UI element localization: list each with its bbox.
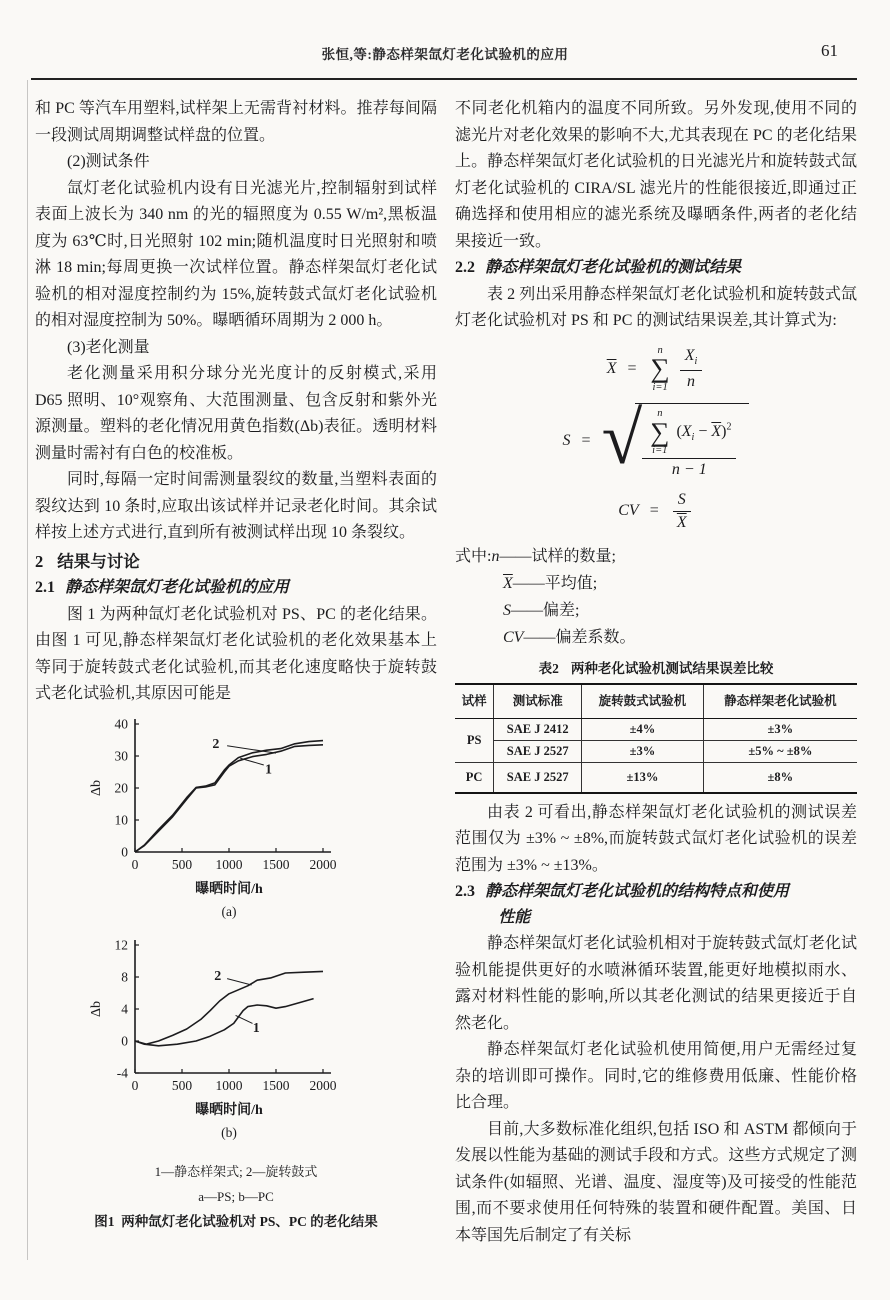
svg-text:1500: 1500	[262, 856, 290, 872]
paragraph: 氙灯老化试验机内设有日光滤光片,控制辐射到试样表面上波长为 340 nm 的光的辐照度为 0.55 W/m²,黑板温度为 63℃时,日光照射 102 min;随机温度时日光照射和喷淋 18 min;每周更换一次试样位置。静态样架氙灯老化试验机的相对湿度控制约为 15%,旋转鼓式氙灯老化试验机的相对湿度控制为 50%。曝晒循环周期为 2 000 h。	[35, 179, 437, 329]
svg-text:8: 8	[121, 969, 128, 985]
paragraph: 表 2 列出采用静态样架氙灯老化试验机和旋转鼓式氙灯老化试验机对 PS 和 PC 的测试结果误差,其计算式为:	[455, 285, 857, 329]
symbol-definitions	[455, 543, 857, 651]
cell-standard: SAE J 2412	[494, 718, 582, 740]
sum-symbol: n ∑ i=1	[650, 344, 670, 393]
paragraph: 图 1 为两种氙灯老化试验机对 PS、PC 的老化结果。由图 1 可见,静态样架氙灯老化试验机的老化效果基本上等同于旋转鼓式老化试验机,而其老化速度略快于旋转鼓式老化试验机,其原因可能是	[35, 605, 437, 702]
paragraph: 和 PC 等汽车用塑料,试样架上无需背衬材料。推荐每间隔一段测试周期调整试样盘的位置。	[35, 100, 437, 144]
radical: √ n ∑ i=1 $(X_i - \overline{X})^2$ n − 1	[602, 403, 750, 480]
cell-static: ±5% ~ ±8%	[703, 740, 857, 762]
cell-standard: SAE J 2527	[494, 762, 582, 793]
line-chart-a	[85, 714, 437, 936]
paragraph: 静态样架氙灯老化试验机相对于旋转鼓式氙灯老化试验机能提供更好的水喷淋循环装置,能更好地模拟雨水、露对材料性能的影响,所以其老化测试的结果更接近于自然老化。	[455, 935, 857, 1032]
table-row	[455, 718, 857, 740]
svg-text:(a): (a)	[221, 903, 237, 919]
svg-text:1: 1	[264, 761, 272, 777]
formula-stddev: S = √ n ∑ i=1 $(X_i - \overline{X})^2$ n − 1	[455, 403, 857, 480]
svg-text:1500: 1500	[262, 1078, 290, 1093]
svg-text:Δb: Δb	[89, 779, 104, 796]
cell-rotary: ±4%	[582, 718, 704, 740]
cell-sample: PC	[455, 762, 494, 793]
section-heading-2: 2 结果与讨论	[35, 551, 140, 571]
svg-text:40: 40	[114, 716, 128, 731]
paragraph: 静态样架氙灯老化试验机使用简便,用户无需经过复杂的培训即可操作。同时,它的维修费用低廉、性能价格比合理。	[455, 1041, 857, 1112]
cell-rotary: ±3%	[582, 740, 704, 762]
svg-text:30: 30	[114, 748, 128, 763]
page-header	[0, 0, 890, 72]
svg-text:曝晒时间/h: 曝晒时间/h	[195, 881, 263, 897]
formula-mean: $\overline{X}$ = n ∑ i=1 $\frac{X_i}{n}$	[455, 345, 857, 394]
svg-text:Δb: Δb	[89, 1000, 104, 1018]
where-definition-row: S——偏差;	[503, 601, 580, 619]
svg-text:20: 20	[114, 780, 128, 795]
col-header-sample: 试样	[455, 684, 494, 719]
col-header-static: 静态样架老化试验机	[703, 684, 857, 719]
paragraph: 目前,大多数标准化组织,包括 ISO 和 ASTM 都倾向于发展以性能为基础的测试手段和方式。这些方式规定了测试条件(如辐照、光谱、温度、湿度等)及可接受的性能范围,而不要求使用任何特殊的装置和硬件配置。美国、日本等国先后制定了有关标	[455, 1120, 857, 1244]
sum-symbol: n ∑ i=1	[650, 408, 670, 457]
svg-text:0: 0	[121, 844, 128, 859]
right-column	[455, 96, 857, 1249]
svg-text:(b): (b)	[221, 1125, 237, 1140]
svg-text:500: 500	[171, 1078, 193, 1093]
col-header-rotary: 旋转鼓式试验机	[582, 684, 704, 719]
figure-1	[35, 714, 437, 1233]
svg-text:1: 1	[252, 1021, 260, 1037]
cell-standard: SAE J 2527	[494, 740, 582, 762]
svg-text:10: 10	[114, 812, 128, 827]
table-row	[455, 740, 857, 762]
formula-cv: CV = $\frac{S}{X}$	[455, 490, 857, 533]
section-heading-2-1: 2.1 静态样架氙灯老化试验机的应用	[35, 579, 290, 596]
paragraph: 同时,每隔一定时间需测量裂纹的数量,当塑料表面的裂纹达到 10 条时,应取出该试样并记录老化时间。其余试样按上述方式进行,直到所有被测试样出现 10 条裂纹。	[35, 471, 437, 541]
svg-text:曝晒时间/h: 曝晒时间/h	[195, 1103, 263, 1118]
svg-text:2: 2	[214, 969, 222, 985]
where-definition-row: CV——偏差系数。	[503, 628, 636, 646]
svg-text:0: 0	[131, 856, 139, 872]
section-heading-2-2: 2.2 静态样架氙灯老化试验机的测试结果	[455, 259, 742, 276]
section-heading-2-3: 2.3 静态样架氙灯老化试验机的结构特点和使用 性能	[455, 883, 790, 927]
svg-text:12: 12	[114, 937, 128, 953]
svg-text:2000: 2000	[309, 1078, 337, 1093]
svg-text:1000: 1000	[215, 856, 243, 872]
svg-text:2000: 2000	[309, 856, 337, 872]
running-title: 张恒,等:静态样架氙灯老化试验机的应用	[321, 47, 569, 62]
two-column-body	[0, 80, 890, 1249]
left-column	[35, 96, 437, 1249]
figure-legend-panels: a—PS; b—PC	[198, 1188, 274, 1204]
cell-rotary: ±13%	[582, 762, 704, 793]
scan-gutter-line	[27, 80, 28, 1260]
col-header-standard: 测试标准	[494, 684, 582, 719]
svg-text:2: 2	[212, 736, 220, 752]
table-header-row	[455, 684, 857, 719]
where-definition-row: 式中:n——试样的数量;	[455, 547, 616, 565]
subheading-aging-measurement: (3)老化测量	[67, 338, 150, 356]
figure-legend-series: 1—静态样架式; 2—旋转鼓式	[154, 1163, 318, 1179]
svg-text:500: 500	[171, 856, 193, 872]
figure-caption: 图1 两种氙灯老化试验机对 PS、PC 的老化结果	[94, 1213, 378, 1229]
paragraph: 由表 2 可看出,静态样架氙灯老化试验机的测试误差范围仅为 ±3% ~ ±8%,而旋转鼓式氙灯老化试验机的误差范围为 ±3% ~ ±13%。	[455, 803, 857, 874]
svg-text:4: 4	[121, 1001, 128, 1017]
cell-static: ±3%	[703, 718, 857, 740]
line-chart-b	[85, 935, 437, 1157]
svg-text:-4: -4	[116, 1065, 128, 1081]
svg-text:0: 0	[131, 1078, 139, 1093]
formula-block	[455, 345, 857, 533]
cell-sample: PS	[455, 718, 494, 762]
paragraph: 老化测量采用积分球分光光度计的反射模式,采用 D65 照明、10°观察角、大范围测量、包含反射和紫外光源测量。塑料的老化情况用黄色指数(Δb)表征。透明材料测量时需衬有白色的校准板。	[35, 365, 437, 462]
table-row	[455, 762, 857, 793]
cell-static: ±8%	[703, 762, 857, 793]
results-error-table	[455, 683, 857, 794]
paragraph: 不同老化机箱内的温度不同所致。另外发现,使用不同的滤光片对老化效果的影响不大,尤其表现在 PC 的老化结果上。静态样架氙灯老化试验机的日光滤光片和旋转鼓式氙灯老化试验机的 CIRA/SL 滤光片的性能很接近,即通过正确选择和使用相应的滤光系统及曝晒条件,两者的老化结果接近一致。	[455, 100, 857, 250]
subheading-test-conditions: (2)测试条件	[67, 153, 150, 170]
svg-text:1000: 1000	[215, 1078, 243, 1093]
where-definition-row: $\overline{X}——$平均值;	[503, 574, 598, 592]
svg-text:0: 0	[121, 1033, 128, 1049]
page-number: 61	[821, 41, 838, 60]
table-caption: 表2 两种老化试验机测试结果误差比较	[538, 660, 774, 676]
